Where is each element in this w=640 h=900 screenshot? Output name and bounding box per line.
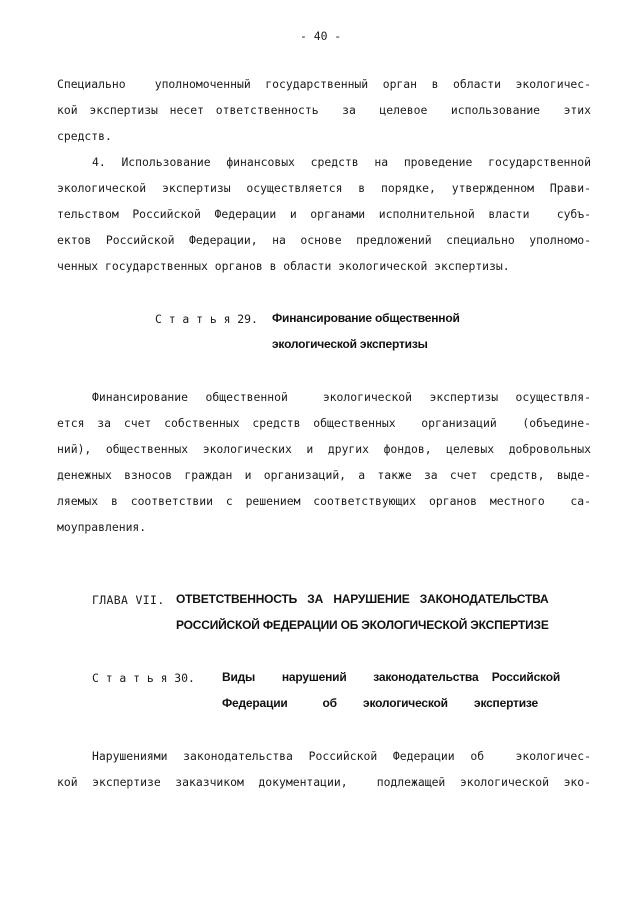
paragraph-1-line-2: кой экспертизы несет ответственность за целевое использование этих xyxy=(57,103,591,117)
article-29-title-line-1: Финансирование общественной xyxy=(272,311,460,325)
article-29-title-line-2: экологической экспертизы xyxy=(272,337,428,351)
article-30-title-line-1: Виды нарушений законодательства Российской xyxy=(222,670,560,684)
paragraph-1-line-3: средств. xyxy=(57,129,112,143)
paragraph-3-line-5: ляемых в соответствии с решением соответствующих органов местного са- xyxy=(57,494,591,508)
paragraph-3-line-4: денежных взносов граждан и организаций, а также за счет средств, выде- xyxy=(57,468,591,482)
paragraph-2-line-2: экологической экспертизы осуществляется в порядке, утвержденном Прави- xyxy=(57,181,591,195)
paragraph-4-line-1: Нарушениями законодательства Российской Федерации об экологичес- xyxy=(92,749,591,763)
chapter-7-title-line-1: ОТВЕТСТВЕННОСТЬ ЗА НАРУШЕНИЕ ЗАКОНОДАТЕЛЬСТВА xyxy=(176,592,549,606)
paragraph-4-line-2: кой экспертизе заказчиком документации, подлежащей экологической эко- xyxy=(57,775,591,789)
paragraph-2-line-1: 4. Использование финансовых средств на проведение государственной xyxy=(92,155,591,169)
paragraph-2-line-4: ектов Российской Федерации, на основе предложений специально уполномо- xyxy=(57,233,591,247)
article-30-title-line-2: Федерации об экологической экспертизе xyxy=(222,696,538,710)
chapter-7-label: ГЛАВА VII. xyxy=(92,593,165,607)
paragraph-2-line-5: ченных государственных органов в области экологической экспертизы. xyxy=(57,259,510,273)
paragraph-1-line-1: Специально уполномоченный государственный орган в области экологичес- xyxy=(57,77,591,91)
article-29-label: С т а т ь я 29. xyxy=(155,312,258,326)
chapter-7-title-line-2: РОССИЙСКОЙ ФЕДЕРАЦИИ ОБ ЭКОЛОГИЧЕСКОЙ ЭКСПЕРТИЗЕ xyxy=(176,618,549,632)
paragraph-3-line-3: ний), общественных экологических и других фондов, целевых добровольных xyxy=(57,442,591,456)
paragraph-3-line-6: моуправления. xyxy=(57,520,147,534)
article-30-label: С т а т ь я 30. xyxy=(92,671,195,685)
paragraph-3-line-2: ется за счет собственных средств общественных организаций (объедине- xyxy=(57,416,591,430)
paragraph-3-line-1: Финансирование общественной экологической экспертизы осуществля- xyxy=(92,390,591,404)
page-number: - 40 - xyxy=(300,29,342,43)
paragraph-2-line-3: тельством Российской Федерации и органами исполнительной власти субъ- xyxy=(57,207,591,221)
